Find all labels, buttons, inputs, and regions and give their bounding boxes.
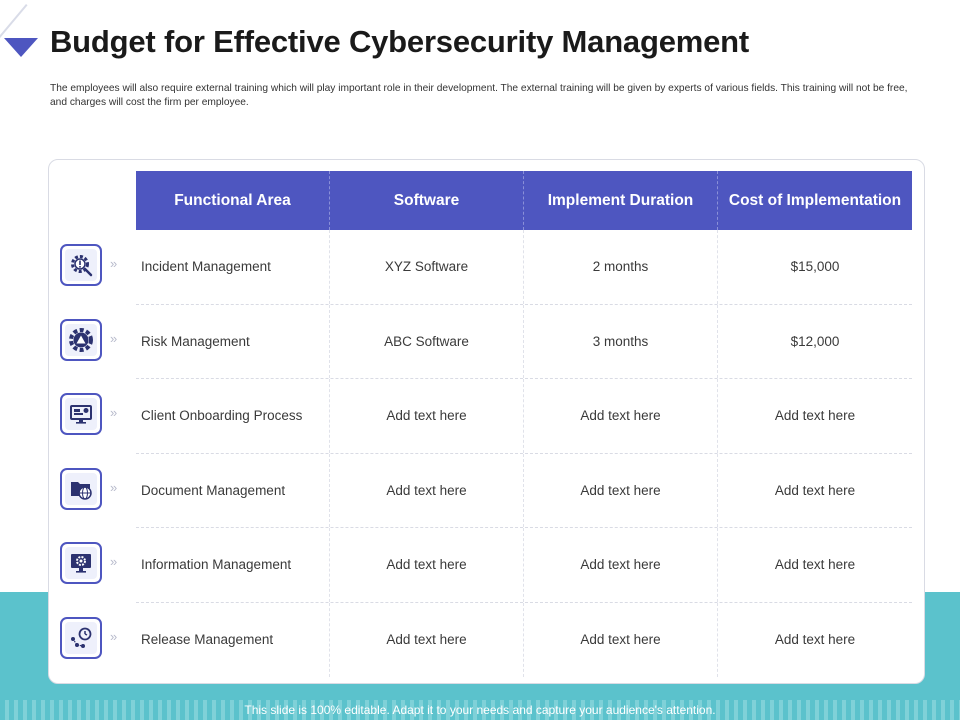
cell-cost: Add text here [774,632,856,648]
icon-row [58,603,136,678]
gear-search-icon [60,244,102,286]
cell-software: Add text here [330,528,524,602]
cell-functional-area: Document Management [136,454,330,528]
cell-functional-area: Information Management [136,528,330,602]
cell-cost: Add text here [774,557,856,573]
header-software: Software [330,171,524,230]
table-header-row [136,171,912,230]
cell-duration: 2 months [524,230,718,304]
cell-cost: $12,000 [790,333,840,349]
footer-note: This slide is 100% editable. Adapt it to your needs and capture your audience's attention. [244,703,716,717]
cell-cost: $15,000 [790,259,840,275]
page-description: The employees will also require external training which will play important role in their development. The external training will be given by experts of various fields. This training will not be free, and charges will cost the firm per employee. [50,83,908,108]
cell-software: Add text here [330,379,524,453]
cell-software: ABC Software [330,305,524,379]
cell-functional-area: Release Management [136,603,330,678]
icon-row [58,454,136,529]
folder-globe-icon [60,468,102,510]
icon-row [58,230,136,305]
timeline-clock-icon [60,617,102,659]
table-row [136,528,912,603]
table-row [136,230,912,305]
table-row [136,603,912,678]
chevron-right-icon: » [110,479,115,495]
cell-software: Add text here [330,454,524,528]
cell-duration: 3 months [524,305,718,379]
cell-functional-area: Risk Management [136,305,330,379]
chevron-right-icon: » [110,330,115,346]
cell-software: Add text here [330,603,524,678]
gear-warning-icon [60,319,102,361]
cell-cost: Add text here [774,482,856,498]
budget-table [136,171,912,677]
chevron-right-icon: » [110,628,115,644]
cell-duration: Add text here [524,528,718,602]
icon-row [58,379,136,454]
monitor-settings-icon [60,393,102,435]
header-functional-area: Functional Area [136,171,330,230]
table-row [136,379,912,454]
cell-duration: Add text here [524,454,718,528]
monitor-gear-icon [60,542,102,584]
chevron-right-icon: » [110,256,115,271]
header-cost-of-implementation: Cost of Implementation [728,191,902,209]
chevron-right-icon: » [110,405,115,420]
table-row [136,454,912,529]
header-implement-duration: Implement Duration [524,171,718,230]
chevron-right-icon: » [110,554,115,569]
cell-functional-area: Client Onboarding Process [136,379,330,453]
corner-triangle-icon [4,38,38,57]
icon-column [58,230,136,677]
cell-duration: Add text here [524,603,718,678]
icon-row [58,305,136,380]
cell-functional-area: Incident Management [136,230,330,304]
page-title: Budget for Effective Cybersecurity Management [50,24,750,59]
cell-duration: Add text here [524,379,718,453]
cell-cost: Add text here [774,408,856,424]
cell-software: XYZ Software [330,230,524,304]
icon-row [58,528,136,603]
table-row [136,305,912,380]
